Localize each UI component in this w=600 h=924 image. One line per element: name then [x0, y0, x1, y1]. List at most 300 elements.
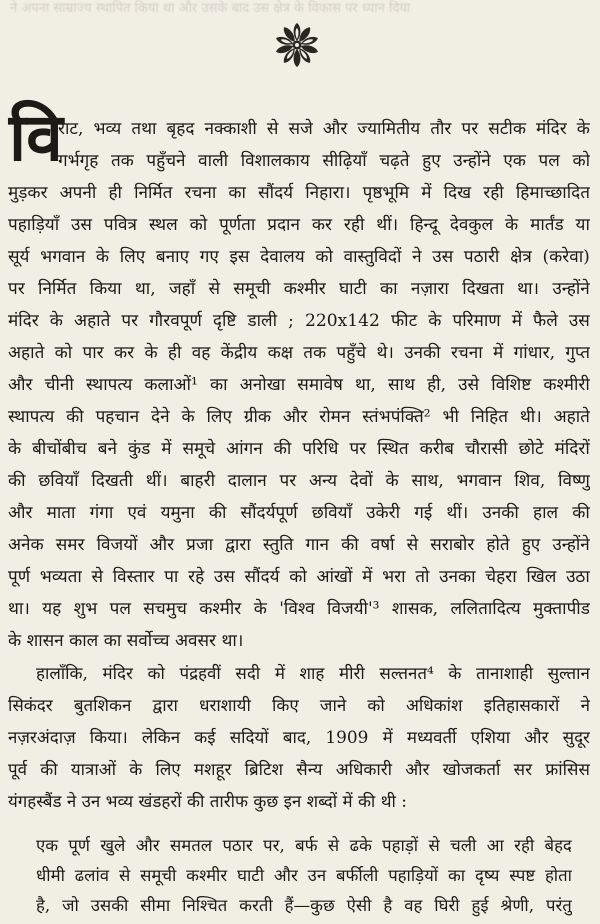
word: दृष्य	[475, 865, 500, 885]
text-line	[36, 657, 590, 689]
word: यंगहस्बैंड	[8, 791, 62, 811]
text-line	[8, 721, 590, 753]
word: इस	[229, 247, 250, 267]
word: परंतु	[546, 895, 572, 915]
word: में	[511, 311, 522, 331]
word: वास्तुविदों	[343, 247, 402, 267]
word: मीरी	[339, 663, 365, 683]
word: स्पष्ट	[509, 865, 536, 885]
word: की	[40, 759, 58, 779]
word: समूची	[233, 279, 271, 299]
word: उस	[71, 215, 92, 235]
word: पहचान	[95, 407, 140, 427]
word: अधिकारी	[335, 759, 393, 779]
word: 1909	[325, 727, 369, 747]
word: थीं।	[145, 471, 168, 491]
word: ज्यामितीय	[357, 119, 421, 139]
word: सौंदर्य	[258, 183, 294, 203]
word: बृहद	[166, 119, 195, 139]
text-line	[8, 593, 590, 625]
word: ने	[580, 695, 590, 715]
word: और	[524, 727, 549, 747]
word: परिधि	[302, 439, 339, 459]
word: गुप्त	[565, 343, 590, 363]
word: पर,	[263, 835, 285, 855]
word: उन	[307, 865, 327, 885]
word: अहाते	[8, 343, 45, 363]
word: है,	[36, 895, 51, 915]
word: उसे	[458, 375, 480, 395]
word: रही	[343, 215, 365, 235]
word: पल	[538, 151, 560, 171]
word: मुड़कर	[8, 183, 48, 203]
word: करती	[239, 895, 273, 915]
word: या	[575, 215, 590, 235]
word: गौरवपूर्ण	[149, 311, 202, 331]
word: बेहद	[544, 835, 572, 855]
word: विशालकाय	[240, 151, 310, 171]
word: मंदिर	[536, 119, 567, 139]
word: मार्तंड	[530, 215, 564, 235]
word: गई	[414, 503, 433, 523]
word: कश्मीर	[283, 279, 326, 299]
word: गए	[199, 247, 219, 267]
word: लिए	[206, 407, 232, 427]
word: केंद्रीय	[220, 343, 258, 363]
word: में	[274, 663, 285, 683]
word: खंडहरों	[138, 791, 182, 811]
word: में	[161, 439, 172, 459]
word: छोटे	[518, 439, 544, 459]
word: लिए	[119, 247, 146, 267]
word: का	[447, 865, 466, 885]
word: अहाते	[553, 407, 590, 427]
word: ही	[108, 183, 122, 203]
word: शिव,	[514, 471, 546, 491]
word: कर	[114, 343, 135, 363]
word: सौंदर्यपूर्ण	[240, 503, 298, 523]
word: के	[144, 343, 158, 363]
word: थीं।	[376, 215, 399, 235]
word: पार	[82, 343, 104, 363]
word: ने	[412, 247, 422, 267]
word: भरा	[382, 567, 406, 587]
word: होते	[486, 535, 510, 555]
word: नज़रअंदाज़	[8, 727, 76, 747]
word: पूर्णता	[219, 215, 256, 235]
word: तानाशाही	[476, 663, 533, 683]
word: पा	[164, 567, 179, 587]
word: अधिकांश	[405, 695, 463, 715]
word: को	[189, 215, 208, 235]
word: फ्रांसिस	[545, 759, 590, 779]
word: कई	[194, 727, 216, 747]
word: भव्य	[93, 119, 122, 139]
word: मशहूर	[193, 759, 232, 779]
word: के	[576, 119, 590, 139]
word: मंदिर	[102, 663, 133, 683]
word: पहाड़ों	[382, 835, 419, 855]
word: होता	[544, 865, 572, 885]
word: पर	[461, 119, 479, 139]
word: मध्यवर्ती	[406, 727, 457, 747]
word: खुले	[100, 835, 126, 855]
word: देवालय	[260, 247, 305, 267]
word: से	[118, 865, 131, 885]
word: पर	[349, 439, 367, 459]
word: चीनी	[44, 375, 74, 395]
word: श्रेणी,	[500, 895, 535, 915]
word: पूर्ण	[8, 567, 31, 587]
word: नज़ारा	[410, 279, 449, 299]
word: खिल	[526, 567, 557, 587]
word: में	[421, 183, 432, 203]
word: में	[362, 567, 373, 587]
word: विजयों	[96, 535, 138, 555]
word: उस	[568, 311, 590, 331]
word: उस	[213, 567, 235, 587]
word: बुतशिकन	[73, 695, 132, 715]
word: के	[49, 311, 63, 331]
word: सीढ़ियाँ	[322, 151, 367, 171]
word: किया।	[89, 727, 128, 747]
word: से	[91, 567, 104, 587]
word: तक	[303, 343, 327, 363]
word: को	[147, 663, 165, 683]
word: अनोखा	[239, 375, 286, 395]
word: उसकी	[90, 895, 129, 915]
quote-line	[36, 829, 572, 861]
word: अहाते	[74, 311, 111, 331]
word: कश्मीरी	[543, 375, 590, 395]
text-line	[8, 177, 590, 209]
word: उन्होंने	[453, 151, 491, 171]
word: रही	[483, 183, 504, 203]
word: पूर्ण	[68, 835, 90, 855]
word: थी	[380, 791, 396, 811]
word: बाहरी	[180, 471, 216, 491]
word: साथ,	[411, 471, 444, 491]
word: तथा	[131, 119, 157, 139]
word: दिखता	[462, 279, 504, 299]
word: गांधार,	[513, 343, 556, 363]
word: से	[266, 119, 279, 139]
word: साथ	[388, 375, 415, 395]
word: से	[208, 279, 221, 299]
word: माता	[46, 503, 76, 523]
word: की	[341, 535, 359, 555]
word: लेकिन	[141, 727, 181, 747]
word: रहे	[188, 567, 205, 587]
word: को	[54, 343, 73, 363]
word: फीट	[390, 311, 418, 331]
word: के	[253, 599, 267, 619]
word: के	[448, 663, 462, 683]
word: भव्यता	[39, 567, 82, 587]
word: में	[342, 791, 353, 811]
word: समूचे	[182, 439, 216, 459]
word: शासन	[26, 631, 64, 651]
word: (करेवा)	[542, 247, 590, 267]
word: देवों	[349, 471, 373, 491]
text-line	[8, 369, 590, 401]
word: पर	[8, 279, 25, 299]
word: हाल	[533, 503, 559, 523]
word: डाली	[247, 311, 278, 331]
word: दिख	[443, 183, 472, 203]
word: ने	[66, 791, 77, 811]
word: प्रदान	[267, 215, 300, 235]
text-line	[8, 209, 590, 241]
word: पठार	[222, 835, 253, 855]
word: छवियाँ	[311, 503, 352, 523]
word: हुई	[471, 895, 489, 915]
word: हिन्दू	[410, 215, 438, 235]
word: बीचोंबीच	[32, 439, 87, 459]
word: देवकुल	[449, 215, 494, 235]
text-line	[8, 561, 590, 593]
word: सदी	[235, 663, 261, 683]
word: भी	[442, 407, 459, 427]
word: कर	[311, 215, 332, 235]
word: निर्मित	[38, 279, 77, 299]
word: का	[103, 631, 122, 651]
text-line	[58, 113, 590, 145]
word: को	[572, 151, 590, 171]
word: उनकी	[404, 343, 441, 363]
word: जहाँ	[168, 279, 196, 299]
word: गंगा	[89, 503, 114, 523]
word: और	[322, 119, 348, 139]
word: के	[95, 247, 110, 267]
word: 'विश्व	[279, 599, 315, 619]
text-line	[58, 145, 590, 177]
word: है	[383, 895, 393, 915]
word: निर्मित	[134, 183, 173, 203]
word: तौर	[430, 119, 452, 139]
word: और	[282, 407, 308, 427]
word: को	[289, 567, 307, 587]
word: शासक,	[391, 599, 439, 619]
word: और	[8, 375, 33, 395]
word: अवसर	[174, 631, 217, 651]
word: पूर्व	[8, 759, 27, 779]
word: हिमाच्छादित	[515, 183, 590, 203]
word: मंदिरों	[554, 439, 590, 459]
word: रही	[514, 835, 535, 855]
word: दिखती	[91, 471, 133, 491]
word: पर	[279, 471, 297, 491]
text-line	[8, 753, 590, 785]
word: थीं।	[446, 503, 469, 523]
word: के	[8, 631, 22, 651]
word: ;	[288, 311, 294, 331]
word: एक	[503, 151, 526, 171]
word: परिमाण	[452, 311, 501, 331]
word: था।	[221, 631, 244, 651]
word: सिकंदर	[8, 695, 53, 715]
word: के	[428, 311, 442, 331]
word: एशिया	[470, 727, 511, 747]
text-line	[8, 305, 590, 337]
word: राट,	[58, 119, 84, 139]
word: हैं—कुछ	[284, 895, 335, 915]
word: सजे	[288, 119, 313, 139]
text-line	[8, 625, 590, 657]
word: था,	[134, 279, 156, 299]
word: हालाँकि,	[36, 663, 88, 683]
word: फैले	[533, 311, 558, 331]
word: ही,	[427, 375, 447, 395]
word: बर्फीली	[335, 865, 379, 885]
drop-cap: वि	[9, 98, 63, 176]
word: और	[273, 865, 298, 885]
word: के	[181, 407, 195, 427]
word: ढलांव	[74, 865, 110, 885]
word: की	[8, 471, 26, 491]
word: यह	[42, 599, 62, 619]
word: स्थित	[377, 439, 409, 459]
text-line	[8, 273, 590, 305]
word: निहारा।	[305, 183, 351, 203]
word: घाटी	[339, 279, 367, 299]
word: समूची	[140, 865, 177, 885]
word: में	[493, 343, 504, 363]
word: आंखों	[316, 567, 353, 587]
word: वह	[404, 895, 423, 915]
text-line	[8, 689, 590, 721]
word: गान	[305, 535, 330, 555]
word: लिए	[155, 759, 181, 779]
word: ब्रिटिश	[244, 759, 284, 779]
word: कश्मीर	[186, 865, 228, 885]
word: उठा	[566, 567, 590, 587]
word: थी।	[519, 407, 542, 427]
word: रोमन	[319, 407, 351, 427]
word: बर्फ	[295, 835, 318, 855]
word: सराबोर	[430, 535, 475, 555]
word: सदियों	[229, 727, 269, 747]
word: बाद,	[282, 727, 312, 747]
flower-ornament-icon	[274, 22, 320, 68]
word: से	[406, 535, 419, 555]
word: तक	[110, 151, 134, 171]
word: निश्चित	[182, 895, 228, 915]
word: समावेष	[297, 375, 343, 395]
word: का	[210, 375, 228, 395]
text-line	[8, 337, 590, 369]
word: यात्राओं	[70, 759, 116, 779]
word: से	[327, 835, 340, 855]
word: जो	[62, 895, 79, 915]
word: ही	[167, 343, 182, 363]
word: का	[379, 279, 398, 299]
word: समर	[55, 535, 85, 555]
word: कुंड	[127, 439, 151, 459]
word: पल	[109, 599, 131, 619]
word: था।	[8, 599, 30, 619]
quote-line	[36, 889, 572, 921]
word: चेहरा	[485, 567, 517, 587]
word: वह	[191, 343, 211, 363]
text-line	[8, 401, 590, 433]
word: दालान	[227, 471, 267, 491]
word: के	[505, 215, 519, 235]
word: उन	[81, 791, 101, 811]
word: में	[382, 727, 393, 747]
word: पर	[121, 311, 139, 331]
word: सुल्तान	[547, 663, 590, 683]
word: वर्षा	[370, 535, 395, 555]
word: तो	[415, 567, 430, 587]
word: आंगन	[226, 439, 263, 459]
word: उनका	[439, 567, 476, 587]
word: शुभ	[73, 599, 98, 619]
word: स्थापत्य	[86, 375, 133, 395]
word: सैन्य	[296, 759, 323, 779]
word: था।	[517, 279, 540, 299]
word: पवित्र	[103, 215, 137, 235]
word: गर्भगृह	[58, 151, 99, 171]
word: बने	[97, 439, 117, 459]
word: क्षेत्र	[510, 247, 532, 267]
word: उकेरी	[366, 503, 401, 523]
word: अनेक	[8, 535, 44, 555]
word: चौरासी	[464, 439, 508, 459]
word: विजयी'³	[327, 599, 380, 619]
word: खोजकर्ता	[442, 759, 501, 779]
word: स्तुति	[262, 535, 294, 555]
word: रचना	[184, 183, 217, 203]
word: और	[149, 535, 175, 555]
word: धीमी	[36, 865, 65, 885]
word: के	[8, 439, 22, 459]
word: रचना	[450, 343, 483, 363]
word: उनकी	[482, 503, 519, 523]
word: सौंदर्य	[244, 567, 280, 587]
word: से	[428, 835, 440, 855]
word: शाह	[299, 663, 325, 683]
word: की	[357, 791, 376, 811]
word: भव्य	[105, 791, 134, 811]
word: ढके	[349, 835, 372, 855]
word: विष्णु	[558, 471, 590, 491]
word: एवं	[127, 503, 147, 523]
word: मंदिर	[8, 311, 39, 331]
word: के	[129, 759, 143, 779]
word: सर	[513, 759, 532, 779]
word: सीमा	[140, 895, 171, 915]
word: धराशायी	[199, 695, 251, 715]
word: समतल	[169, 835, 213, 855]
bleed-through-text: ने अपना साम्राज्य स्थापित किया था और उसके बाद उस क्षेत्र के विकास पर ध्यान दिया	[10, 1, 411, 16]
word: कुछ	[253, 791, 279, 811]
word: प्रजा	[186, 535, 214, 555]
word: का	[228, 183, 246, 203]
word: सर्वोच्च	[126, 631, 170, 651]
word: तारीफ	[209, 791, 249, 811]
word: घिरी	[434, 895, 460, 915]
word: दृष्टि	[212, 311, 237, 331]
word: बनाए	[155, 247, 190, 267]
quote-line	[36, 859, 572, 891]
word: और	[8, 503, 33, 523]
word: पहाड़ियाँ	[8, 215, 60, 235]
word: सुदूर	[562, 727, 590, 747]
word: पहुँचे	[336, 343, 367, 363]
word: स्तंभपंक्ति²	[362, 407, 431, 427]
word: की	[208, 503, 227, 523]
